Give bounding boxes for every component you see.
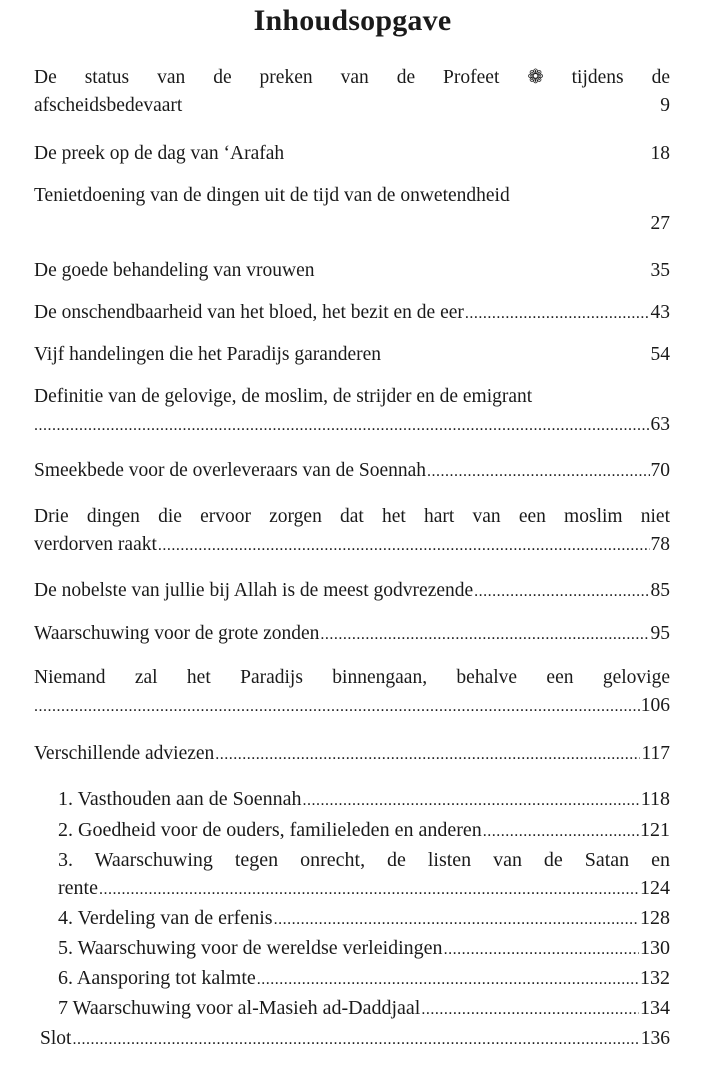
toc-subentry-text: 5. Waarschuwing voor de wereldse verleidingen (58, 937, 443, 959)
toc-entry-page: 63 (650, 414, 670, 435)
page-title: Inhoudsopgave (253, 4, 452, 37)
toc-entry-page: 54 (650, 344, 670, 365)
dot-leader (99, 876, 639, 904)
dot-leader (72, 1026, 639, 1054)
toc-entry-text: Drie dingen die ervoor zorgen dat het hart van een moslim niet (34, 506, 670, 527)
dot-leader (34, 412, 650, 440)
dot-leader (257, 966, 639, 994)
toc-entry-text: De onschendbaarheid van het bloed, het bezit en de eer (34, 302, 464, 323)
toc-entry-page: 27 (650, 213, 670, 234)
toc-entry-text: Slot (40, 1028, 72, 1049)
toc-entry[interactable] (34, 457, 670, 486)
toc-subentry-text: 7 Waarschuwing voor al-Masieh ad-Daddjaal (58, 997, 421, 1019)
toc-entry-text: De goede behandeling van vrouwen (34, 260, 315, 281)
toc-entry-page: 106 (640, 695, 670, 716)
dot-leader (465, 300, 650, 328)
toc-subentry-page: 124 (640, 877, 670, 899)
toc-entry[interactable] (34, 577, 670, 606)
dot-leader (158, 532, 650, 560)
dot-leader (421, 996, 639, 1024)
toc-subentry-page: 121 (640, 819, 670, 841)
toc-entry[interactable] (34, 257, 670, 285)
toc-subentry[interactable] (58, 934, 670, 964)
toc-entry[interactable] (34, 664, 670, 721)
toc-entry-page: 117 (641, 743, 670, 764)
toc-entry-page: 85 (650, 580, 670, 601)
toc-entry[interactable] (34, 182, 670, 238)
toc-subentry-text-cont: rente (58, 877, 98, 899)
toc-subentry-text: 1. Vasthouden aan de Soennah (58, 788, 302, 810)
toc-subentry-page: 118 (640, 788, 670, 810)
toc-entry-page: 136 (640, 1028, 670, 1049)
dot-leader (302, 787, 639, 815)
dot-leader (320, 621, 649, 649)
toc-subentry[interactable] (58, 904, 670, 934)
toc-entry-text: De preek op de dag van ‘Arafah (34, 143, 285, 164)
dot-leader (215, 741, 640, 769)
toc-subentry[interactable] (58, 816, 670, 846)
dot-leader (427, 458, 649, 486)
toc-subentry[interactable] (58, 964, 670, 994)
toc-entry-page: 18 (650, 143, 670, 164)
toc-subentry[interactable] (58, 994, 670, 1024)
toc-entry-page: 35 (650, 260, 670, 281)
toc-entry-slot[interactable] (40, 1025, 670, 1054)
toc-entry-text: Vijf handelingen die het Paradijs garanderen (34, 344, 381, 365)
toc-subentry-text: 2. Goedheid voor de ouders, familieleden en anderen (58, 819, 482, 841)
toc-entry[interactable] (34, 64, 670, 120)
dot-leader (274, 906, 639, 934)
toc-entry-text: Definitie van de gelovige, de moslim, de strijder en de emigrant (34, 386, 533, 407)
toc-entry[interactable] (34, 383, 670, 440)
toc-entry-text-cont: verdorven raakt (34, 534, 157, 555)
toc-entry[interactable] (34, 299, 670, 328)
toc-subentry-text: 6. Aansporing tot kalmte (58, 967, 256, 989)
toc-subentry[interactable] (58, 785, 670, 815)
toc-entry-text: De status van de preken van de Profeet ❁ tijdens de (34, 67, 670, 88)
dot-leader (34, 693, 640, 721)
toc-entry-text: Niemand zal het Paradijs binnengaan, behalve een gelovige (34, 667, 670, 688)
toc-entry-page: 9 (660, 95, 670, 116)
toc-subentry-page: 132 (640, 967, 670, 989)
toc-entry-text: Waarschuwing voor de grote zonden (34, 623, 320, 644)
toc-entry-text: Smeekbede voor de overleveraars van de Soennah (34, 460, 427, 481)
toc-entry-text-cont: afscheidsbedevaart (34, 95, 183, 116)
toc-subentry-page: 134 (640, 997, 670, 1019)
toc-entry[interactable] (34, 620, 670, 649)
dot-leader (483, 818, 639, 846)
toc-subentry-text: 4. Verdeling van de erfenis (58, 907, 273, 929)
toc-subentry-text: 3. Waarschuwing tegen onrecht, de listen van de Satan en (58, 849, 670, 871)
toc-subentry[interactable] (58, 846, 670, 904)
toc-entry-page: 78 (650, 534, 670, 555)
toc-entry-text: De nobelste van jullie bij Allah is de meest godvrezende (34, 580, 474, 601)
toc-subentry-page: 128 (640, 907, 670, 929)
toc-entry-page: 95 (650, 623, 670, 644)
toc-entry[interactable] (34, 503, 670, 560)
toc-entry[interactable] (34, 740, 670, 769)
toc-entry-page: 43 (650, 302, 670, 323)
toc-entry-text: Verschillende adviezen (34, 743, 215, 764)
dot-leader (444, 936, 639, 964)
dot-leader (474, 578, 649, 606)
toc-entry-text: Tenietdoening van de dingen uit de tijd van de onwetendheid (34, 185, 510, 206)
toc-entry[interactable] (34, 341, 670, 369)
toc-entry[interactable] (34, 140, 670, 168)
toc-subentry-page: 130 (640, 937, 670, 959)
toc-entry-page: 70 (650, 460, 670, 481)
